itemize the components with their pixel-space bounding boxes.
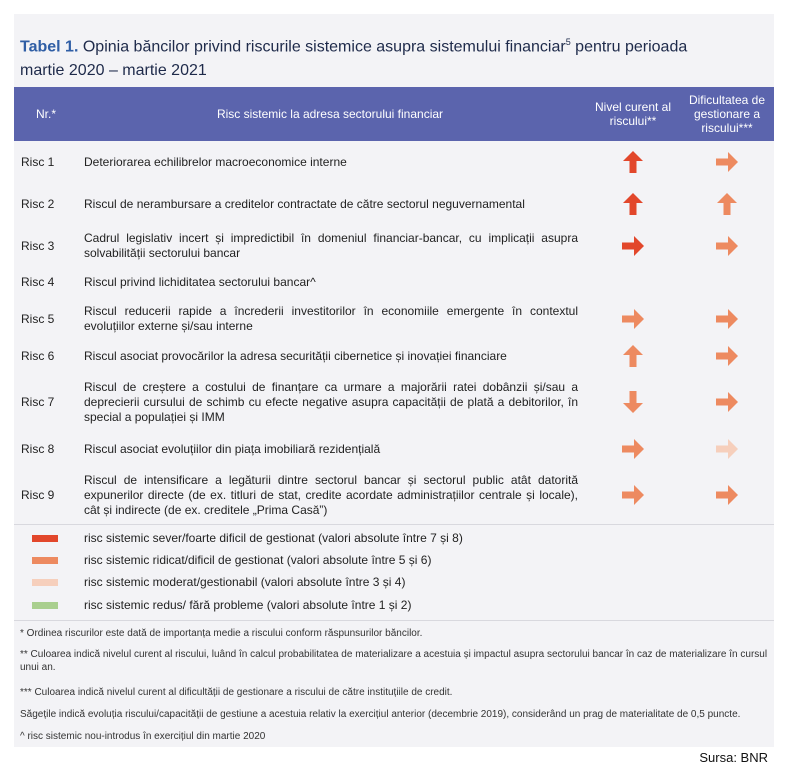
title-text: Opinia băncilor privind riscurile sistemice asupra sistemului financiar (82, 38, 566, 56)
arrow-right-icon (714, 234, 740, 258)
table-row (14, 225, 774, 267)
risk-id: Risc 7 (21, 395, 55, 409)
table-label: Tabel 1. (20, 38, 79, 56)
risk-description: Riscul de creștere a costului de finanțare ca urmare a majorării ratei dobânzii și/sau a deprecierii cursului de schimb cu efecte negative asupra capacității de plată a debitorilor, în special a populației și IMM (84, 379, 578, 424)
arrow-up-icon (620, 150, 646, 174)
management-cell (712, 300, 742, 338)
footnote: *** Culoarea indică nivelul curent al dificultății de gestionare a riscului de către instituțiile de credit. (20, 687, 453, 698)
footnote: ** Culoarea indică nivelul curent al riscului, luând în calcul probabilitatea de materializare a acestuia și impactul asupra sectorului bancar în caz de materializare în cursul unui an. (20, 649, 768, 673)
legend-swatch (32, 579, 58, 586)
divider (14, 524, 774, 525)
risk-id: Risc 9 (21, 488, 55, 502)
level-cell (618, 184, 648, 224)
risk-description: Riscul privind lichiditatea sectorului bancar^ (84, 274, 316, 289)
risk-description: Riscul asociat evoluțiilor din piața imobiliară rezidențială (84, 441, 381, 456)
level-cell (618, 267, 648, 297)
table-header (14, 87, 774, 141)
risk-description: Riscul de nerambursare a creditelor contractate de către sectorul neguvernamental (84, 196, 525, 211)
table-row (14, 375, 774, 429)
management-cell (712, 143, 742, 181)
footnote: * Ordinea riscurilor este dată de importanța medie a riscului conform răspunsurilor băncilor. (20, 628, 423, 639)
legend-item (14, 528, 774, 550)
legend-item (14, 595, 774, 617)
level-cell (618, 225, 648, 267)
footnote: Săgețile indică evoluția riscului/capacității de gestiune a acestuia relativ la exercițiul anterior (decembrie 2019), considerând un prag de materialitate de 0,5 puncte. (20, 709, 741, 720)
legend-item (14, 550, 774, 572)
risk-description: Riscul de intensificare a legăturii dintre sectorul bancar și sectorul public atât datorită expunerilor directe (de ex. titluri de stat, credite acordate administrațiilor centrale și locale), cât și indirecte (de ex. creditele „Prima Casă”) (84, 472, 578, 517)
arrow-right-icon (620, 307, 646, 331)
management-cell (712, 225, 742, 267)
risk-id: Risc 8 (21, 442, 55, 456)
header-nr: Nr.* (35, 107, 56, 121)
legend-label: risc sistemic sever/foarte dificil de gestionat (valori absolute între 7 și 8) (84, 531, 463, 545)
management-cell (712, 432, 742, 466)
arrow-right-icon (620, 437, 646, 461)
source-label: Sursa: BNR (699, 750, 768, 765)
arrow-right-icon (714, 390, 740, 414)
legend-item (14, 572, 774, 594)
level-cell (618, 432, 648, 466)
arrow-up-icon (620, 192, 646, 216)
management-cell (712, 338, 742, 374)
risk-description: Deteriorarea echilibrelor macroeconomice interne (84, 154, 347, 169)
risk-id: Risc 4 (21, 275, 55, 289)
risk-description: Cadrul legislativ incert și impredictibil în domeniul financiar-bancar, cu implicații asupra solvabilității sectorului bancar (84, 231, 578, 260)
arrow-right-icon (714, 150, 740, 174)
header-risc: Risc sistemic la adresa sectorului financiar (216, 107, 444, 121)
table-row (14, 300, 774, 338)
legend-label: risc sistemic ridicat/dificil de gestionat (valori absolute între 5 și 6) (84, 553, 432, 567)
arrow-right-icon (714, 437, 740, 461)
footnote: ^ risc sistemic nou-introdus în exercițiul din martie 2020 (20, 731, 266, 742)
risk-description: Riscul reducerii rapide a încrederii investitorilor în economiile emergente în contextul evoluțiilor externe și/sau interne (84, 304, 578, 333)
arrow-right-icon (714, 344, 740, 368)
header-dificultate: Dificultatea de gestionare a riscului*** (688, 93, 766, 135)
legend-label: risc sistemic moderat/gestionabil (valori absolute între 3 și 4) (84, 575, 406, 589)
management-cell (712, 184, 742, 224)
management-cell (712, 468, 742, 522)
table-row (14, 143, 774, 181)
management-cell (712, 375, 742, 429)
arrow-down-icon (620, 390, 646, 414)
arrow-up-icon (714, 192, 740, 216)
arrow-right-icon (714, 483, 740, 507)
legend-swatch (32, 557, 58, 564)
level-cell (618, 375, 648, 429)
level-cell (618, 468, 648, 522)
arrow-up-icon (620, 344, 646, 368)
legend-swatch (32, 535, 58, 542)
arrow-right-icon (714, 307, 740, 331)
risk-id: Risc 2 (21, 197, 55, 211)
divider (14, 620, 774, 621)
risk-id: Risc 1 (21, 155, 55, 169)
level-cell (618, 300, 648, 338)
level-cell (618, 338, 648, 374)
arrow-right-icon (620, 234, 646, 258)
title-text-2: pentru perioada martie 2020 – martie 2021 (20, 38, 688, 80)
arrow-right-icon (620, 483, 646, 507)
header-nivel: Nivel curent al riscului** (594, 100, 672, 128)
management-cell (712, 267, 742, 297)
risk-description: Riscul asociat provocărilor la adresa securității cibernetice și inovației financiare (84, 348, 507, 363)
table-row (14, 184, 774, 224)
table-row (14, 432, 774, 466)
risk-id: Risc 3 (21, 239, 55, 253)
table-title (20, 30, 720, 83)
legend-swatch (32, 602, 58, 609)
title-footnote-ref: 5 (565, 37, 571, 47)
risk-id: Risc 6 (21, 349, 55, 363)
table-row (14, 338, 774, 374)
level-cell (618, 143, 648, 181)
table-row (14, 468, 774, 522)
table-row (14, 267, 774, 297)
legend-label: risc sistemic redus/ fără probleme (valori absolute între 1 și 2) (84, 598, 412, 612)
risk-id: Risc 5 (21, 312, 55, 326)
